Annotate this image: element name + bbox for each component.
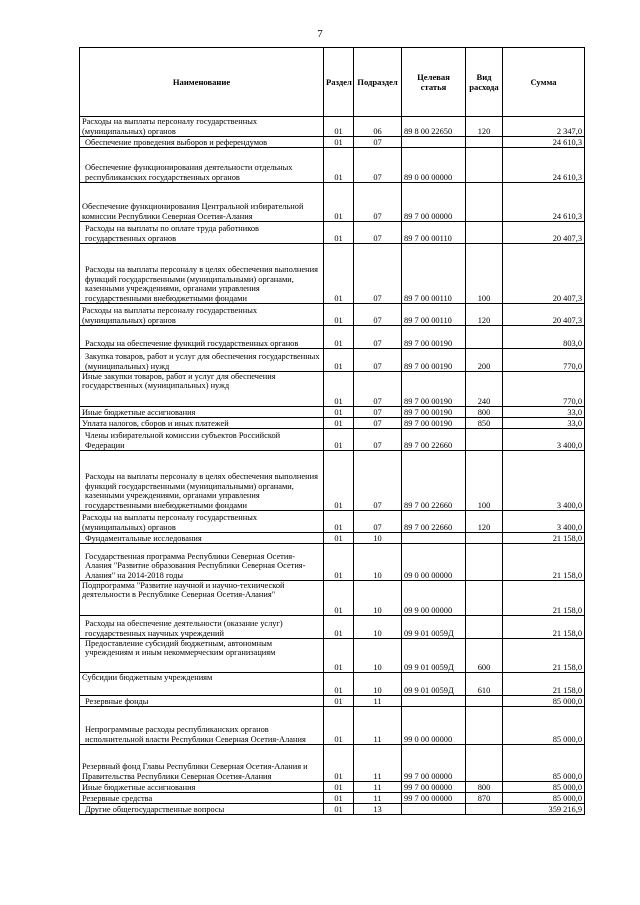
- row-celevaya: 89 7 00 00110: [402, 244, 466, 304]
- table-row: [80, 244, 585, 304]
- row-podrazdel: 11: [354, 745, 402, 782]
- row-summa: 20 407,3: [503, 222, 585, 244]
- row-vid: [466, 745, 503, 782]
- row-summa: 20 407,3: [503, 244, 585, 304]
- row-podrazdel: 07: [354, 148, 402, 183]
- table-row: [80, 429, 585, 451]
- row-vid: [466, 581, 503, 616]
- row-celevaya: 89 7 00 00110: [402, 304, 466, 326]
- row-celevaya: 89 7 00 00190: [402, 372, 466, 407]
- header-name: Наименование: [80, 48, 324, 117]
- table-row: [80, 804, 585, 815]
- table-row: [80, 407, 585, 418]
- row-podrazdel: 07: [354, 429, 402, 451]
- row-celevaya: 09 9 01 0059Д: [402, 616, 466, 639]
- table-row: [80, 372, 585, 407]
- row-name: Обеспечение проведения выборов и референдумов: [80, 137, 324, 148]
- row-celevaya: 89 7 00 00190: [402, 349, 466, 372]
- row-celevaya: 89 7 00 00110: [402, 222, 466, 244]
- row-vid: 800: [466, 782, 503, 793]
- row-vid: [466, 616, 503, 639]
- row-razdel: 01: [324, 533, 354, 544]
- row-vid: 120: [466, 304, 503, 326]
- header-razdel: Раздел: [324, 48, 354, 117]
- row-podrazdel: 11: [354, 793, 402, 804]
- header-podrazdel: Подраздел: [354, 48, 402, 117]
- row-razdel: 01: [324, 793, 354, 804]
- row-razdel: 01: [324, 673, 354, 696]
- row-celevaya: 89 7 00 00000: [402, 183, 466, 222]
- row-podrazdel: 07: [354, 183, 402, 222]
- table-row: [80, 533, 585, 544]
- row-razdel: 01: [324, 222, 354, 244]
- row-name: Члены избирательной комиссии субъектов Российской Федерации: [80, 429, 324, 451]
- header-vid: Вид расхода: [466, 48, 503, 117]
- row-podrazdel: 07: [354, 244, 402, 304]
- row-vid: 200: [466, 349, 503, 372]
- row-summa: 85 000,0: [503, 696, 585, 707]
- row-podrazdel: 07: [354, 372, 402, 407]
- row-razdel: 01: [324, 183, 354, 222]
- row-celevaya: 89 7 00 00190: [402, 326, 466, 349]
- row-razdel: 01: [324, 639, 354, 673]
- row-celevaya: 89 7 00 00190: [402, 418, 466, 429]
- table-row: [80, 793, 585, 804]
- row-vid: [466, 544, 503, 581]
- row-razdel: 01: [324, 148, 354, 183]
- row-podrazdel: 11: [354, 707, 402, 745]
- row-name: Резервные фонды: [80, 696, 324, 707]
- row-summa: 85 000,0: [503, 707, 585, 745]
- header-summa: Сумма: [503, 48, 585, 117]
- row-name: Закупка товаров, работ и услуг для обеспечения государственных (муниципальных) нужд: [80, 349, 324, 372]
- row-podrazdel: 07: [354, 511, 402, 533]
- row-vid: [466, 804, 503, 815]
- row-celevaya: 89 7 00 22660: [402, 451, 466, 511]
- row-podrazdel: 07: [354, 349, 402, 372]
- row-celevaya: 89 7 00 22660: [402, 429, 466, 451]
- row-razdel: 01: [324, 451, 354, 511]
- row-celevaya: 99 7 00 00000: [402, 782, 466, 793]
- row-name: Предоставление субсидий бюджетным, автономным учреждениям и иным некоммерческим организациям: [80, 639, 324, 673]
- row-razdel: 01: [324, 544, 354, 581]
- row-name: Обеспечение функционирования Центральной избирательной комиссии Республики Северная Осетия-Алания: [80, 183, 324, 222]
- row-summa: 803,0: [503, 326, 585, 349]
- row-summa: 21 158,0: [503, 544, 585, 581]
- row-razdel: 01: [324, 304, 354, 326]
- row-podrazdel: 07: [354, 418, 402, 429]
- row-vid: 870: [466, 793, 503, 804]
- table-row: [80, 451, 585, 511]
- row-vid: [466, 137, 503, 148]
- row-razdel: 01: [324, 745, 354, 782]
- table-row: [80, 616, 585, 639]
- row-vid: [466, 696, 503, 707]
- row-summa: 85 000,0: [503, 782, 585, 793]
- row-razdel: 01: [324, 407, 354, 418]
- table-row: [80, 349, 585, 372]
- row-podrazdel: 07: [354, 326, 402, 349]
- row-summa: 21 158,0: [503, 616, 585, 639]
- row-summa: 3 400,0: [503, 451, 585, 511]
- table-row: [80, 745, 585, 782]
- table-row: [80, 117, 585, 137]
- page-number: 7: [317, 28, 323, 40]
- row-summa: 24 610,3: [503, 148, 585, 183]
- row-summa: 20 407,3: [503, 304, 585, 326]
- row-summa: 2 347,0: [503, 117, 585, 137]
- row-celevaya: 99 7 00 00000: [402, 793, 466, 804]
- row-razdel: 01: [324, 707, 354, 745]
- row-summa: 3 400,0: [503, 511, 585, 533]
- row-razdel: 01: [324, 804, 354, 815]
- row-name: Другие общегосударственные вопросы: [80, 804, 324, 815]
- row-celevaya: 89 7 00 00190: [402, 407, 466, 418]
- row-vid: [466, 429, 503, 451]
- header-celevaya: Целевая статья: [402, 48, 466, 117]
- table-row: [80, 418, 585, 429]
- row-summa: 3 400,0: [503, 429, 585, 451]
- row-razdel: 01: [324, 616, 354, 639]
- row-celevaya: 09 0 00 00000: [402, 544, 466, 581]
- row-podrazdel: 07: [354, 451, 402, 511]
- row-summa: 21 158,0: [503, 639, 585, 673]
- row-razdel: 01: [324, 782, 354, 793]
- row-razdel: 01: [324, 137, 354, 148]
- row-podrazdel: 07: [354, 222, 402, 244]
- row-name: Расходы на обеспечение функций государственных органов: [80, 326, 324, 349]
- row-summa: 24 610,3: [503, 137, 585, 148]
- row-vid: [466, 148, 503, 183]
- row-razdel: 01: [324, 117, 354, 137]
- row-razdel: 01: [324, 581, 354, 616]
- row-celevaya: 89 8 00 22650: [402, 117, 466, 137]
- row-podrazdel: 07: [354, 137, 402, 148]
- row-celevaya: 99 0 00 00000: [402, 707, 466, 745]
- row-razdel: 01: [324, 349, 354, 372]
- row-vid: [466, 707, 503, 745]
- row-vid: [466, 183, 503, 222]
- row-name: Субсидии бюджетным учреждениям: [80, 673, 324, 696]
- row-name: Резервный фонд Главы Республики Северная Осетия-Алания и Правительства Республики Северная Осетия-Алания: [80, 745, 324, 782]
- table-row: [80, 148, 585, 183]
- row-podrazdel: 10: [354, 639, 402, 673]
- row-vid: 240: [466, 372, 503, 407]
- row-name: Подпрограмма "Развитие научной и научно-технической деятельности в Республике Северная Осетия-Алания": [80, 581, 324, 616]
- row-celevaya: 89 7 00 22660: [402, 511, 466, 533]
- row-podrazdel: 10: [354, 673, 402, 696]
- row-celevaya: [402, 696, 466, 707]
- table-row: [80, 222, 585, 244]
- row-name: Иные закупки товаров, работ и услуг для обеспечения государственных (муниципальных) нужд: [80, 372, 324, 407]
- row-name: Расходы на выплаты по оплате труда работников государственных органов: [80, 222, 324, 244]
- row-celevaya: 09 9 01 0059Д: [402, 673, 466, 696]
- row-razdel: 01: [324, 511, 354, 533]
- row-name: Иные бюджетные ассигнования: [80, 407, 324, 418]
- row-celevaya: [402, 137, 466, 148]
- row-vid: [466, 326, 503, 349]
- row-celevaya: [402, 804, 466, 815]
- row-vid: 610: [466, 673, 503, 696]
- row-razdel: 01: [324, 372, 354, 407]
- table-row: [80, 673, 585, 696]
- table-row: [80, 511, 585, 533]
- row-razdel: 01: [324, 696, 354, 707]
- row-summa: 85 000,0: [503, 793, 585, 804]
- row-podrazdel: 13: [354, 804, 402, 815]
- row-summa: 85 000,0: [503, 745, 585, 782]
- row-celevaya: 09 9 01 0059Д: [402, 639, 466, 673]
- row-name: Расходы на выплаты персоналу государственных (муниципальных) органов: [80, 511, 324, 533]
- table-row: [80, 544, 585, 581]
- row-summa: 770,0: [503, 349, 585, 372]
- row-summa: 24 610,3: [503, 183, 585, 222]
- row-name: Иные бюджетные ассигнования: [80, 782, 324, 793]
- row-podrazdel: 11: [354, 696, 402, 707]
- row-podrazdel: 10: [354, 533, 402, 544]
- row-celevaya: 09 9 00 00000: [402, 581, 466, 616]
- row-vid: 600: [466, 639, 503, 673]
- row-podrazdel: 10: [354, 581, 402, 616]
- row-name: Расходы на выплаты персоналу государственных (муниципальных) органов: [80, 117, 324, 137]
- table-row: [80, 581, 585, 616]
- row-vid: 100: [466, 244, 503, 304]
- row-celevaya: [402, 533, 466, 544]
- row-podrazdel: 11: [354, 782, 402, 793]
- row-name: Обеспечение функционирования деятельности отдельных республиканских государственных органов: [80, 148, 324, 183]
- row-name: Расходы на обеспечение деятельности (оказание услуг) государственных научных учреждений: [80, 616, 324, 639]
- budget-table: [79, 47, 585, 815]
- table-row: [80, 183, 585, 222]
- row-summa: 33,0: [503, 418, 585, 429]
- row-name: Расходы на выплаты персоналу в целях обеспечения выполнения функций государственными (муниципальными) органами, казенными учреждениями, органами управления государственными внебюджетными фондами: [80, 451, 324, 511]
- row-summa: 33,0: [503, 407, 585, 418]
- row-razdel: 01: [324, 429, 354, 451]
- row-vid: 120: [466, 511, 503, 533]
- row-name: Непрограммные расходы республиканских органов исполнительной власти Республики Северная Осетия-Алания: [80, 707, 324, 745]
- row-podrazdel: 07: [354, 407, 402, 418]
- row-summa: 770,0: [503, 372, 585, 407]
- table-row: [80, 304, 585, 326]
- table-row: [80, 639, 585, 673]
- row-celevaya: 99 7 00 00000: [402, 745, 466, 782]
- row-name: Резервные средства: [80, 793, 324, 804]
- row-vid: 100: [466, 451, 503, 511]
- row-name: Государственная программа Республики Северная Осетия-Алания "Развитие образования Республики Северная Осетия-Алания" на 2014-2018 годы: [80, 544, 324, 581]
- table-header-row: [80, 48, 585, 117]
- row-name: Уплата налогов, сборов и иных платежей: [80, 418, 324, 429]
- row-vid: 800: [466, 407, 503, 418]
- row-summa: 21 158,0: [503, 581, 585, 616]
- table-row: [80, 137, 585, 148]
- row-razdel: 01: [324, 244, 354, 304]
- row-podrazdel: 10: [354, 616, 402, 639]
- row-razdel: 01: [324, 418, 354, 429]
- row-name: Расходы на выплаты персоналу государственных (муниципальных) органов: [80, 304, 324, 326]
- row-vid: 850: [466, 418, 503, 429]
- table-row: [80, 782, 585, 793]
- row-celevaya: 89 0 00 00000: [402, 148, 466, 183]
- row-vid: [466, 533, 503, 544]
- table-row: [80, 707, 585, 745]
- row-razdel: 01: [324, 326, 354, 349]
- row-summa: 359 216,9: [503, 804, 585, 815]
- row-summa: 21 158,0: [503, 673, 585, 696]
- row-name: Расходы на выплаты персоналу в целях обеспечения выполнения функций государственными (муниципальными) органами, казенными учреждениями, органами управления государственными внебюджетными фондами: [80, 244, 324, 304]
- table-row: [80, 326, 585, 349]
- row-vid: 120: [466, 117, 503, 137]
- row-name: Фундаментальные исследования: [80, 533, 324, 544]
- table-row: [80, 696, 585, 707]
- row-podrazdel: 06: [354, 117, 402, 137]
- row-summa: 21 158,0: [503, 533, 585, 544]
- row-podrazdel: 10: [354, 544, 402, 581]
- row-podrazdel: 07: [354, 304, 402, 326]
- row-vid: [466, 222, 503, 244]
